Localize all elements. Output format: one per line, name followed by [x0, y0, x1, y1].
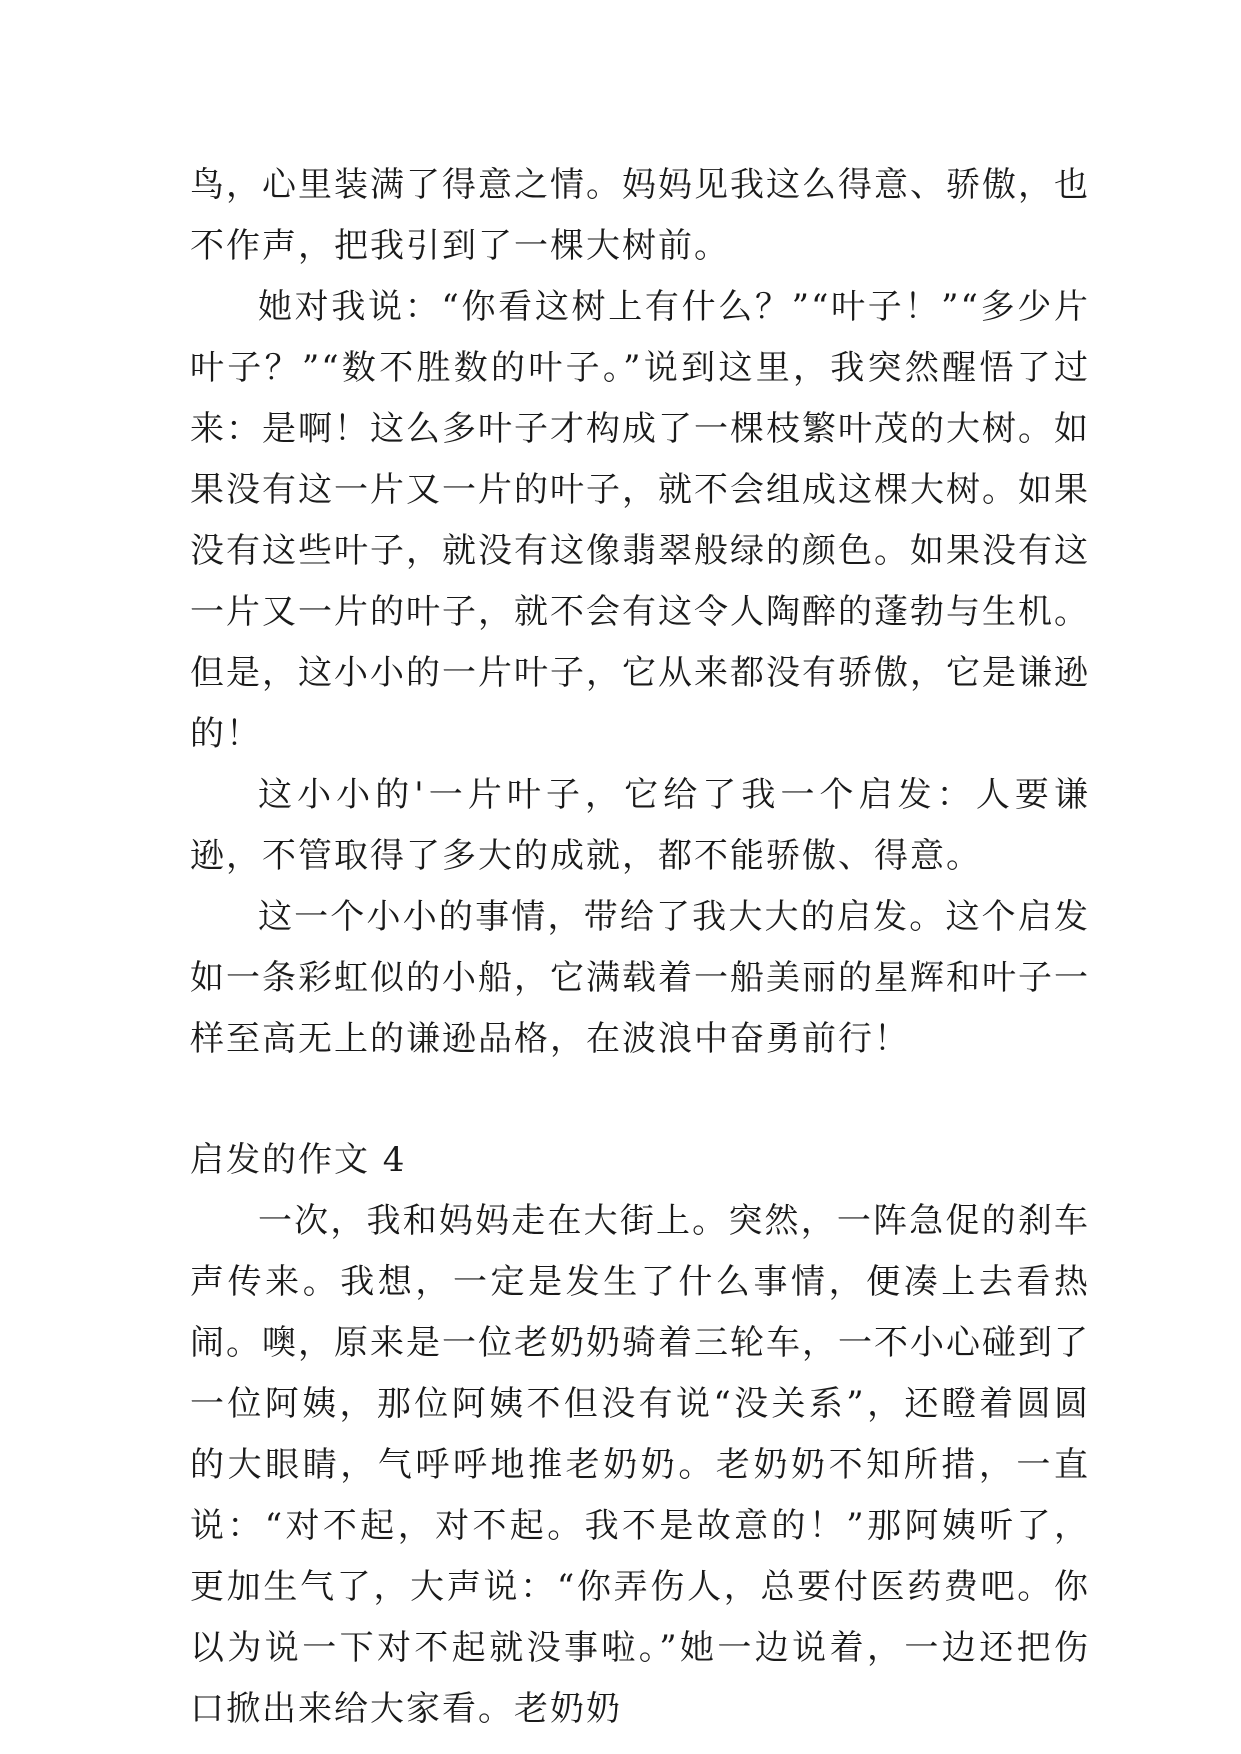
- paragraph-conclusion: 这一个小小的事情，带给了我大大的启发。这个启发如一条彩虹似的小船，它满载着一船美丽的星辉和叶子一样至高无上的谦逊品格，在波浪中奋勇前行！: [190, 897, 1090, 1059]
- paragraph-dialogue: 她对我说：“你看这树上有什么？”“叶子！”“多少片叶子？”“数不胜数的叶子。”说到这里，我突然醒悟了过来：是啊！这么多叶子才构成了一棵枝繁叶茂的大树。如果没有这一片又一片的叶子，就不会组成这棵大树。如果没有这些叶子，就没有这像翡翠般绿的颜色。如果没有这一片又一片的叶子，就不会有这令人陶醉的蓬勃与生机。但是，这小小的一片叶子，它从来都没有骄傲，它是谦逊的！: [190, 287, 1090, 754]
- paragraph-story: 一次，我和妈妈走在大街上。突然，一阵急促的刹车声传来。我想，一定是发生了什么事情，便凑上去看热闹。噢，原来是一位老奶奶骑着三轮车，一不小心碰到了一位阿姨，那位阿姨不但没有说“没关系”，还瞪着圆圆的大眼睛，气呼呼地推老奶奶。老奶奶不知所措，一直说：“对不起，对不起。我不是故意的！”那阿姨听了，更加生气了，大声说：“你弄伤人，总要付医药费吧。你以为说一下对不起就没事啦。”她一边说着，一边还把伤口掀出来给大家看。老奶奶: [190, 1201, 1090, 1729]
- document-body: [190, 155, 1090, 1740]
- paragraph-continuation: 鸟，心里装满了得意之情。妈妈见我这么得意、骄傲，也不作声，把我引到了一棵大树前。: [190, 165, 1090, 266]
- paragraph-lesson: 这小小的'一片叶子，它给了我一个启发：人要谦逊，不管取得了多大的成就，都不能骄傲、得意。: [190, 775, 1090, 876]
- section-heading: 启发的作文 4: [190, 1140, 407, 1180]
